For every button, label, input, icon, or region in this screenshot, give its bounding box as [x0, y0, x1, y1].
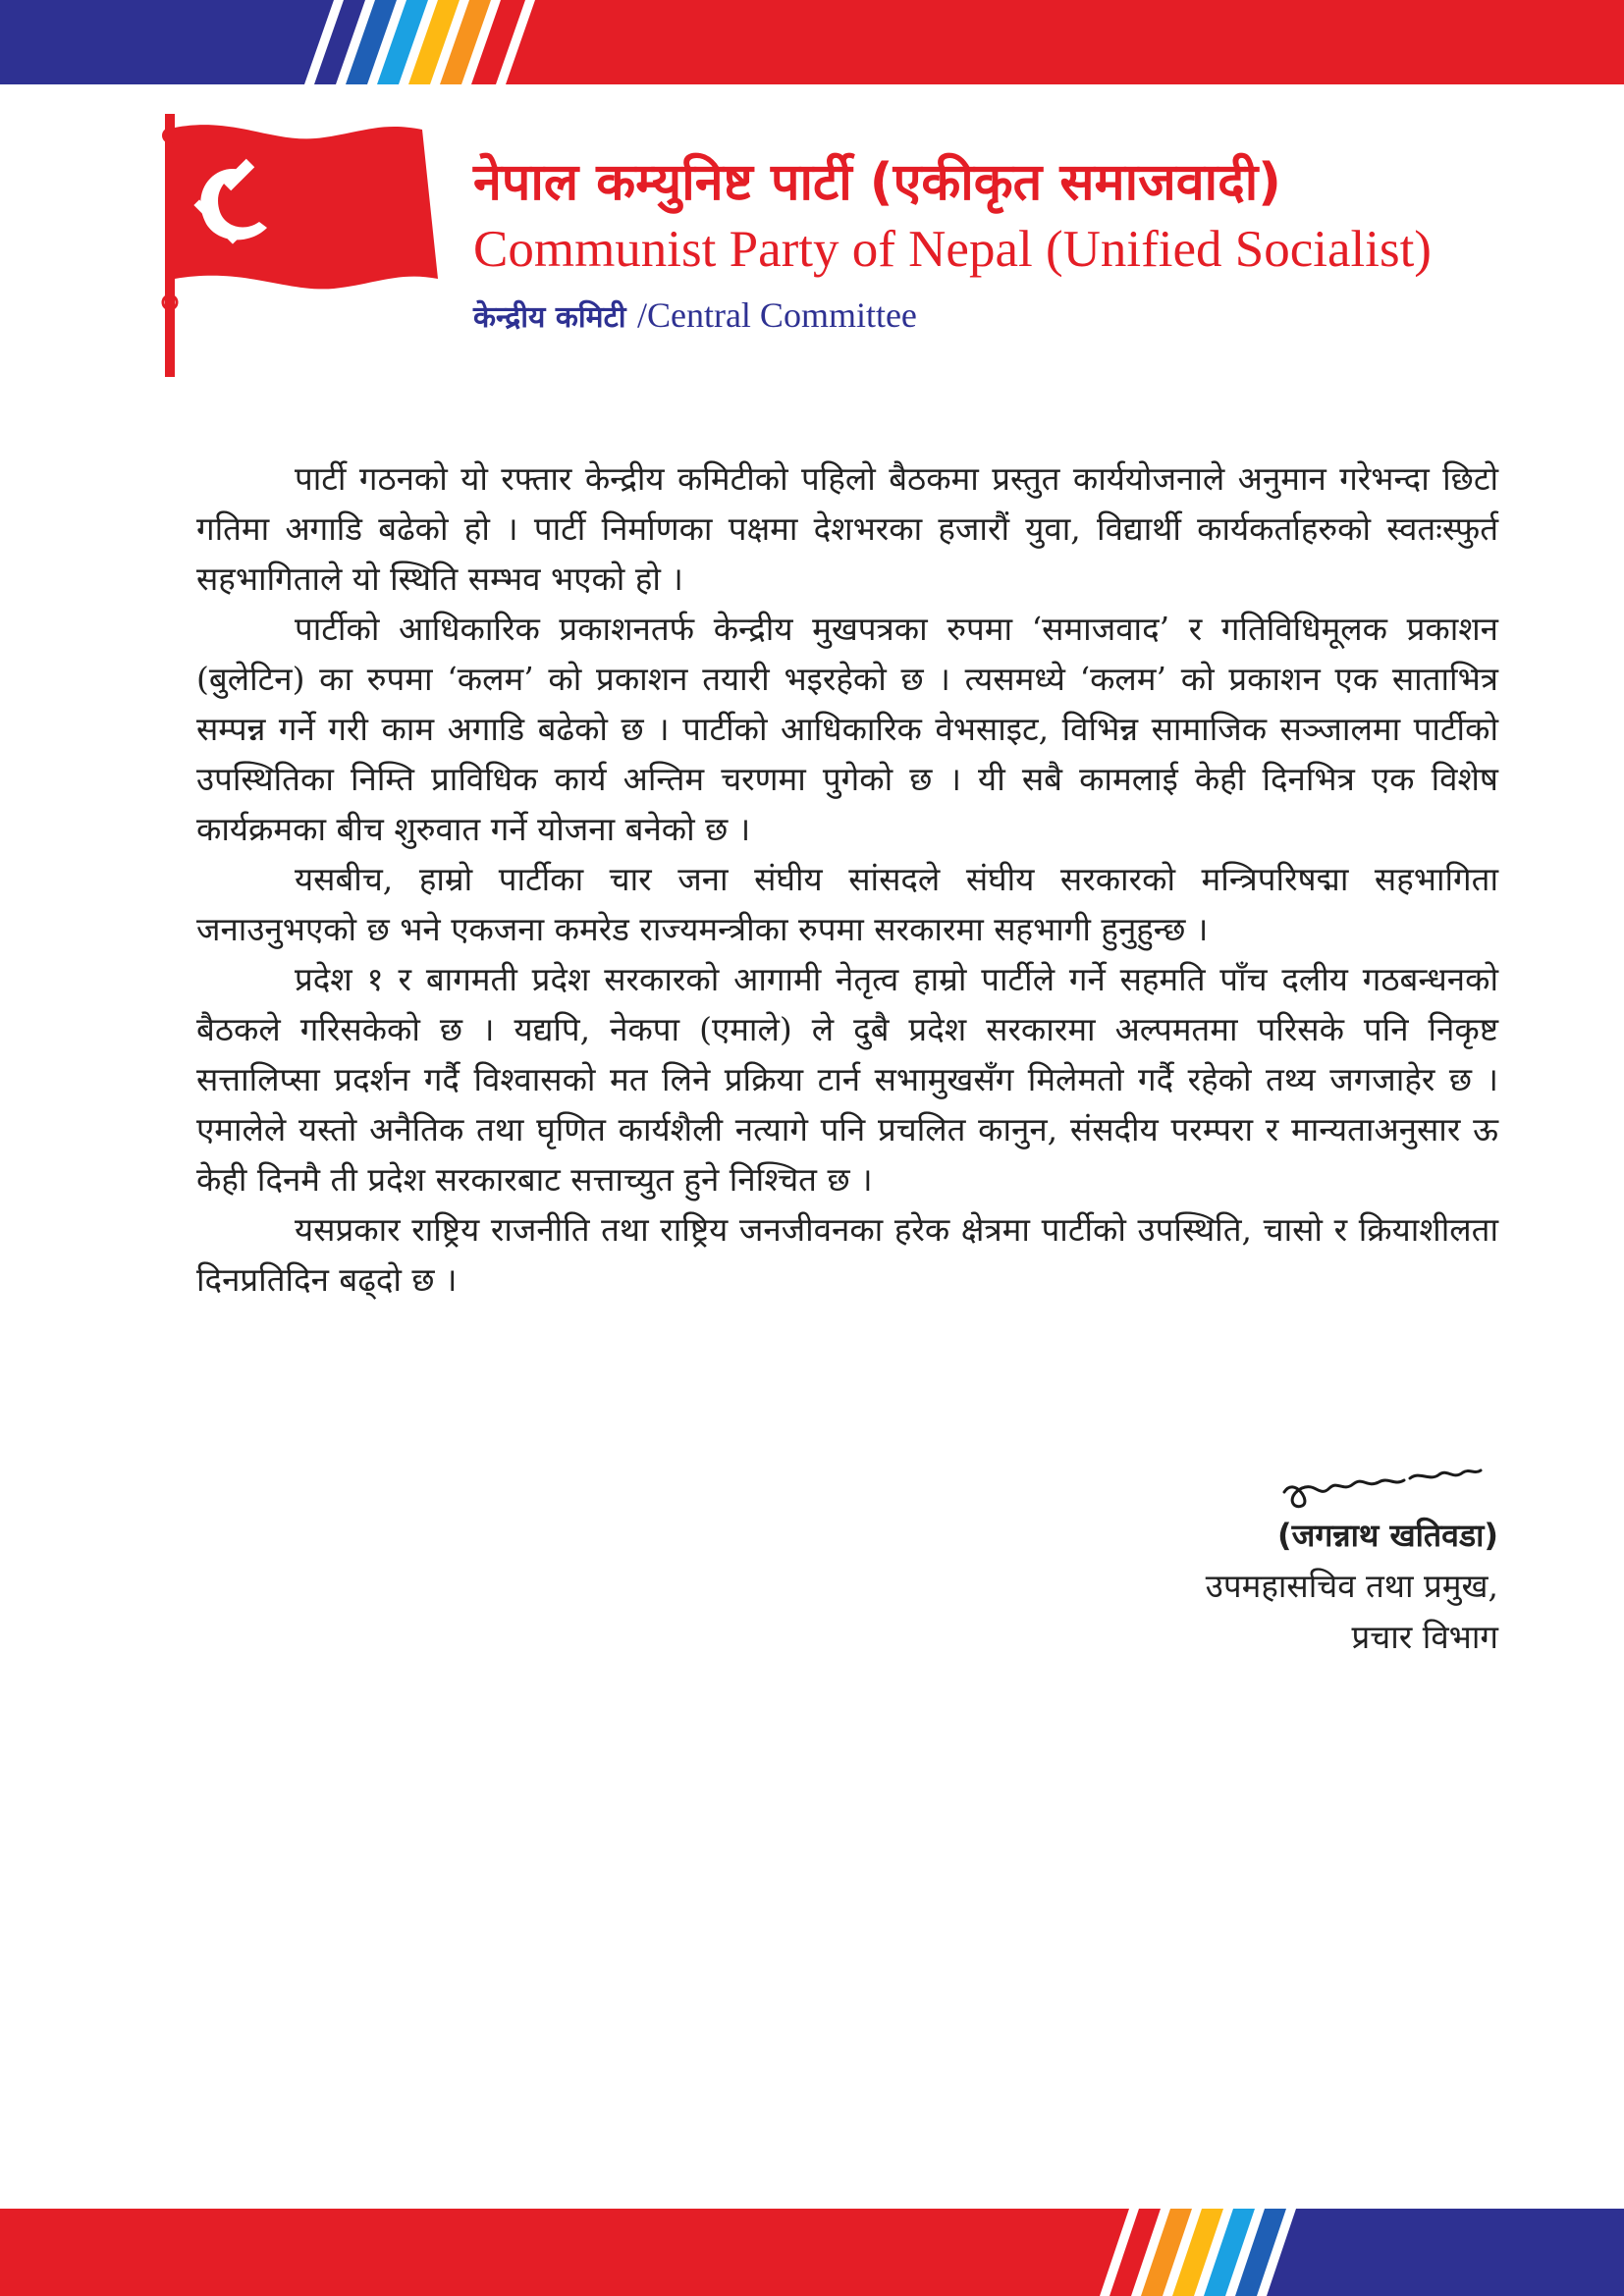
- signature-block: [909, 1453, 1498, 1663]
- handwritten-signature: [1272, 1453, 1489, 1510]
- committee-nepali: केन्द्रीय कमिटी: [473, 300, 626, 335]
- party-name-nepali: नेपाल कम्युनिष्ट पार्टी (एकीकृत समाजवादी): [473, 153, 1281, 212]
- letterhead: [128, 106, 1502, 381]
- signatory-department: प्रचार विभाग: [1351, 1618, 1498, 1656]
- committee-line: [473, 294, 917, 336]
- party-flag-logo: [128, 106, 442, 381]
- paragraph: प्रदेश १ र बागमती प्रदेश सरकारको आगामी नेतृत्व हाम्रो पार्टीले गर्ने सहमति पाँच दलीय गठबन्धनको बैठकले गरिसकेको छ । यद्यपि, नेकपा (एमाले) ले दुबै प्रदेश सरकारमा अल्पमतमा परिसके पनि निकृष्ट सत्तालिप्सा प्रदर्शन गर्दै विश्वासको मत लिने प्रक्रिया टार्न सभामुखसँग मिलेमतो गर्दै रहेको तथ्य जगजाहेर छ । एमालेले यस्तो अनैतिक तथा घृणित कार्यशैली नत्यागे पनि प्रचलित कानुन, संसदीय परम्परा र मान्यताअनुसार ऊ केही दिनमै ती प्रदेश सरकारबाट सत्ताच्युत हुने निश्चित छ ।: [196, 960, 1498, 1199]
- paragraph: यसबीच, हाम्रो पार्टीका चार जना संघीय सांसदले संघीय सरकारको मन्त्रिपरिषद्मा सहभागिता जनाउनुभएको छ भने एकजना कमरेड राज्यमन्त्रीका रुपमा सरकारमा सहभागी हुनुहुन्छ ।: [196, 860, 1498, 948]
- party-name-english: Communist Party of Nepal (Unified Socialist): [473, 221, 1432, 278]
- paragraph: पार्टीको आधिकारिक प्रकाशनतर्फ केन्द्रीय मुखपत्रका रुपमा ‘समाजवाद’ र गतिविधिमूलक प्रकाशन (बुलेटिन) का रुपमा ‘कलम’ को प्रकाशन तयारी भइरहेको छ । त्यसमध्ये ‘कलम’ को प्रकाशन एक साताभित्र सम्पन्न गर्ने गरी काम अगाडि बढेको छ । पार्टीको आधिकारिक वेभसाइट, विभिन्न सामाजिक सञ्जालमा पार्टीको उपस्थितिका निम्ति प्राविधिक कार्य अन्तिम चरणमा पुगेको छ । यी सबै कामलाई केही दिनभित्र एक विशेष कार्यक्रमका बीच शुरुवात गर्ने योजना बनेको छ ।: [196, 610, 1498, 848]
- letter-body: [196, 454, 1498, 1305]
- paragraph: पार्टी गठनको यो रफ्तार केन्द्रीय कमिटीको पहिलो बैठकमा प्रस्तुत कार्ययोजनाले अनुमान गरेभन्दा छिटो गतिमा अगाडि बढेको हो । पार्टी निर्माणका पक्षमा देशभरका हजारौं युवा, विद्यार्थी कार्यकर्ताहरुको स्वतःस्फुर्त सहभागिताले यो स्थिति सम्भव भएको हो ।: [196, 459, 1498, 598]
- committee-english: Central Committee: [646, 295, 917, 335]
- top-color-band: [0, 0, 1624, 84]
- signatory-name: (जगन्नाथ खतिवडा): [1276, 1517, 1498, 1554]
- bottom-color-band: [0, 2209, 1624, 2296]
- committee-separator: /: [636, 295, 647, 335]
- signatory-title: उपमहासचिव तथा प्रमुख,: [1205, 1567, 1498, 1605]
- paragraph: यसप्रकार राष्ट्रिय राजनीति तथा राष्ट्रिय जनजीवनका हरेक क्षेत्रमा पार्टीको उपस्थिति, चासो र क्रियाशीलता दिनप्रतिदिन बढ्दो छ ।: [196, 1210, 1498, 1299]
